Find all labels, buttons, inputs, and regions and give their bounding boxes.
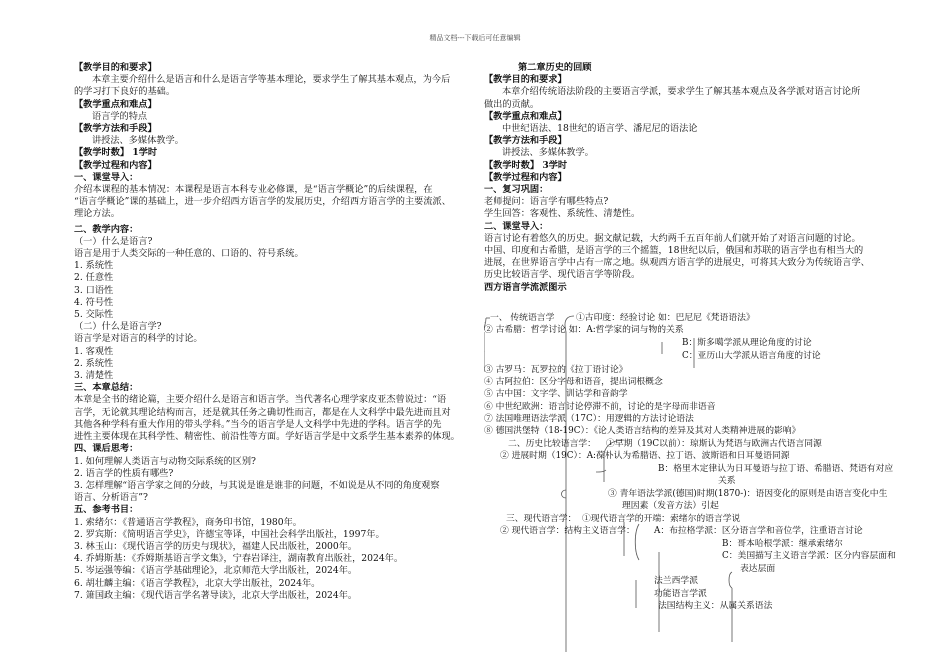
humboldt: ⑧ 德国洪堡特（18-19C）：《论人类语言结构的差异及其对人类精神进展的影响》 (484, 426, 801, 436)
functional-school: 功能语言学派 (654, 589, 707, 599)
goals-text: 本章介绍传统语法阶段的主要语言学派，要求学生了解其基本观点及各学派对语言讨论所 (502, 86, 861, 98)
traditional-linguistics: 一、 传统语言学 (490, 313, 555, 323)
goals-text: 的学习打下良好的基础。 (74, 86, 176, 98)
reference-item: 1. 索绪尔：《普通语言学教程》，商务印书馆，1980年。 (74, 516, 302, 528)
question: （一）什么是语言? (74, 235, 153, 247)
paragraph-line: 学生回答：客观性、系统性、清楚性。 (484, 208, 641, 220)
list-item: 5. 交际性 (74, 309, 114, 321)
schools-diagram (484, 312, 914, 672)
medieval-europe: ⑥ 中世纪欧洲：语言讨论停滞不前，讨论的是字母而非语音 (484, 402, 716, 412)
definition: 语言是用于人类交际的一种任意的、口语的、符号系统。 (74, 248, 304, 260)
reference-item: 5. 岑运强等编：《语言学基础理论》，北京师范大学出版社，2024年。 (74, 565, 358, 577)
question: （二）什么是语言学? (74, 321, 162, 333)
paragraph-line: 中国、印度和古希腊，是语言学的三个摇篮，18世纪以后，俄国和苏联的语言学也有相当大的 (484, 245, 864, 257)
modern-linguistics: 三、现代语言学： (506, 514, 577, 524)
grimm-law-cont: 关系 (718, 476, 736, 486)
paragraph-line: 语言讨论有着悠久的历史。据文献记载，大约两千五百年前人们就开始了对语言问题的讨论。 (484, 232, 861, 244)
hours: 【教学时数】 1学时 (74, 147, 158, 159)
structuralism: ② 现代语言学：结构主义语言学： (500, 526, 635, 536)
neogrammarians: ③ 青年语法学派(德国)时期(1870-)：语因变化的原则是由语言变化中生 (608, 489, 888, 499)
list-item: 4. 符号性 (74, 296, 114, 308)
paragraph-line: 介绍本课程的基本情况：本课程是语言本科专业必修课，是“语言学概论”的后续课程，在 (74, 184, 433, 196)
methods-text: 讲授法、多媒体教学。 (92, 135, 184, 147)
paragraph-line: “语言学概论”课的基础上，进一步介绍西方语言学的发展历史，介绍西方语言学的主要流派、 (74, 196, 451, 208)
list-item: 3. 清楚性 (74, 370, 114, 382)
early-period: ①早期（19C以前）：琼斯认为梵语与欧洲古代语言同源 (606, 439, 822, 449)
list-item: 1. 如何理解人类语言与动物交际系统的区别? (74, 455, 256, 467)
neogrammarians-cont: 理因素（发音方法）引起 (622, 501, 719, 511)
section-title: 二、教学内容： (74, 223, 139, 235)
copenhagen-school: B：哥本哈根学派：继承索绪尔 (722, 539, 843, 549)
list-item: 3. 口语性 (74, 284, 114, 296)
port-royal: ⑦ 法国唯理语法学派（17C）：用逻辑的方法讨论语法 (484, 414, 694, 424)
prague-school: A：布拉格学派：区分语言学和音位学，注重语言讨论 (654, 526, 863, 536)
section-title: 一、课堂导入： (74, 171, 139, 183)
greece-stoics: B：斯多噶学派从理论角度的讨论 (682, 338, 812, 348)
paragraph-line: 理论方法。 (74, 208, 120, 220)
left-column (74, 62, 476, 602)
paragraph-line: 进性主要体现在其科学性、精密性、前沿性等方面。学好语言学是中文系学生基本素养的体现。 (74, 431, 460, 443)
section-title: 一、复习巩固： (484, 184, 549, 196)
list-item: 2. 系统性 (74, 357, 114, 369)
grimm-law: B：格里木定律认为日耳曼语与拉丁语、希腊语、梵语有对应 (658, 464, 894, 474)
process-title: 【教学过程和内容】 (74, 159, 157, 171)
list-item: 2. 任意性 (74, 272, 114, 284)
list-item: 语言、分析语言”? (74, 492, 148, 504)
page-header: 精品文档---下载后可任意编辑 (429, 34, 521, 42)
section-title: 二、课堂导入： (484, 220, 549, 232)
progress-period: ② 进展时期（19C）：A:葆朴认为希腊语、拉丁语、波斯语和日耳曼语同源 (500, 451, 790, 461)
paragraph-line: 老师提问：语言学有哪些特点? (484, 196, 609, 208)
definition: 语言学是对语言的科学的讨论。 (74, 333, 203, 345)
process-title: 【教学过程和内容】 (484, 171, 567, 183)
key-text: 语言学的特点 (92, 110, 148, 122)
reference-item: 7. 箫国政主编：《现代语言学名著导读》，北京大学出版社，2024年。 (74, 589, 358, 601)
ancient-china: ⑤ 古中国：文字学、训诂学和音韵学 (484, 389, 628, 399)
methods-title: 【教学方法和手段】 (74, 123, 157, 135)
ancient-arab: ④ 古阿拉伯：区分字母和语音，提出词根概念 (484, 377, 663, 387)
list-item: 3. 怎样理解“语言学家之间的分歧，与其说是谁是谁非的问题，不如说是从不同的角度观察 (74, 479, 440, 491)
goals-title: 【教学目的和要求】 (484, 74, 567, 86)
greece-alexandria: C：亚历山大学派从语言角度的讨论 (682, 351, 821, 361)
ancient-greece: ② 古希腊：哲学讨论 如：A:哲学家的词与物的关系 (484, 325, 684, 335)
american-school: C：美国描写主义语言学派：区分内容层面和 (722, 551, 896, 561)
list-item: 1. 系统性 (74, 260, 114, 272)
chapter-title: 第二章历史的回顾 (518, 62, 592, 73)
french-structuralism: 法国结构主义：从属关系语法 (658, 601, 773, 611)
list-item: 2. 语言学的性质有哪些? (74, 467, 174, 479)
hours: 【教学时数】 3学时 (484, 159, 568, 171)
french-school: 法兰西学派 (654, 576, 698, 586)
section-title: 四、课后思考： (74, 443, 139, 455)
reference-item: 2. 罗宾斯：《简明语言学史》，许德宝等译，中国社会科学出版社，1997年。 (74, 528, 385, 540)
goals-title: 【教学目的和要求】 (74, 62, 157, 73)
reference-item: 3. 林玉山：《现代语言学的历史与现状》，福建人民出版社，2000年。 (74, 540, 358, 552)
reference-item: 6. 胡壮麟主编：《语言学教程》，北京大学出版社，2024年。 (74, 577, 321, 589)
american-school-cont: 表达层面 (740, 564, 776, 574)
ancient-india: ①古印度：经验讨论 如：巴尼尼《梵语语法》 (576, 313, 755, 323)
right-column (484, 62, 894, 294)
goals-text: 本章主要介绍什么是语言和什么是语言学等基本理论，要求学生了解其基本观点，为今后 (92, 74, 451, 86)
diagram-title: 西方语言学流派图示 (484, 281, 567, 293)
paragraph-line: 本章是全书的绪论篇，主要介绍什么是语言和语言学。当代著名心理学家皮亚杰曾说过：“语 (74, 394, 447, 406)
key-title: 【教学重点和难点】 (484, 110, 567, 122)
paragraph-line: 言学，无论就其理论结构而言，还是就其任务之确切性而言，都是在人文科学中最先进而且对 (74, 406, 451, 418)
paragraph-line: 进展，在世界语言学中占有一席之地。纵观西方语言学的进展史，可将其大致分为传统语言学、 (484, 257, 870, 269)
key-text: 中世纪语法、18世纪的语言学、潘尼尼的语法论 (502, 123, 698, 135)
section-title: 五、参考书目： (74, 504, 139, 516)
paragraph-line: 其他各种学科有重大作用的带头学科。”当今的语言学是人文科学中先进的学科。语言学的先 (74, 418, 442, 430)
reference-item: 4. 乔姆斯基：《乔姆斯基语言学文集》，宁春岩译注，湖南教育出版社，2024年。 (74, 553, 404, 565)
methods-title: 【教学方法和手段】 (484, 135, 567, 147)
goals-text: 做出的贡献。 (484, 98, 540, 110)
methods-text: 讲授法、多媒体教学。 (502, 147, 594, 159)
paragraph-line: 历史比较语言学、现代语言学等阶段。 (484, 269, 641, 281)
historical-comparative: 二、历史比较语言学： (508, 439, 596, 449)
modern-beginning: ①现代语言学的开端：索绪尔的语言学说 (582, 514, 741, 524)
list-item: 1. 客观性 (74, 345, 114, 357)
key-title: 【教学重点和难点】 (74, 98, 157, 110)
ancient-rome: ③ 古罗马：瓦罗拉的《拉丁语讨论》 (484, 365, 628, 375)
section-title: 三、本章总结： (74, 382, 139, 394)
